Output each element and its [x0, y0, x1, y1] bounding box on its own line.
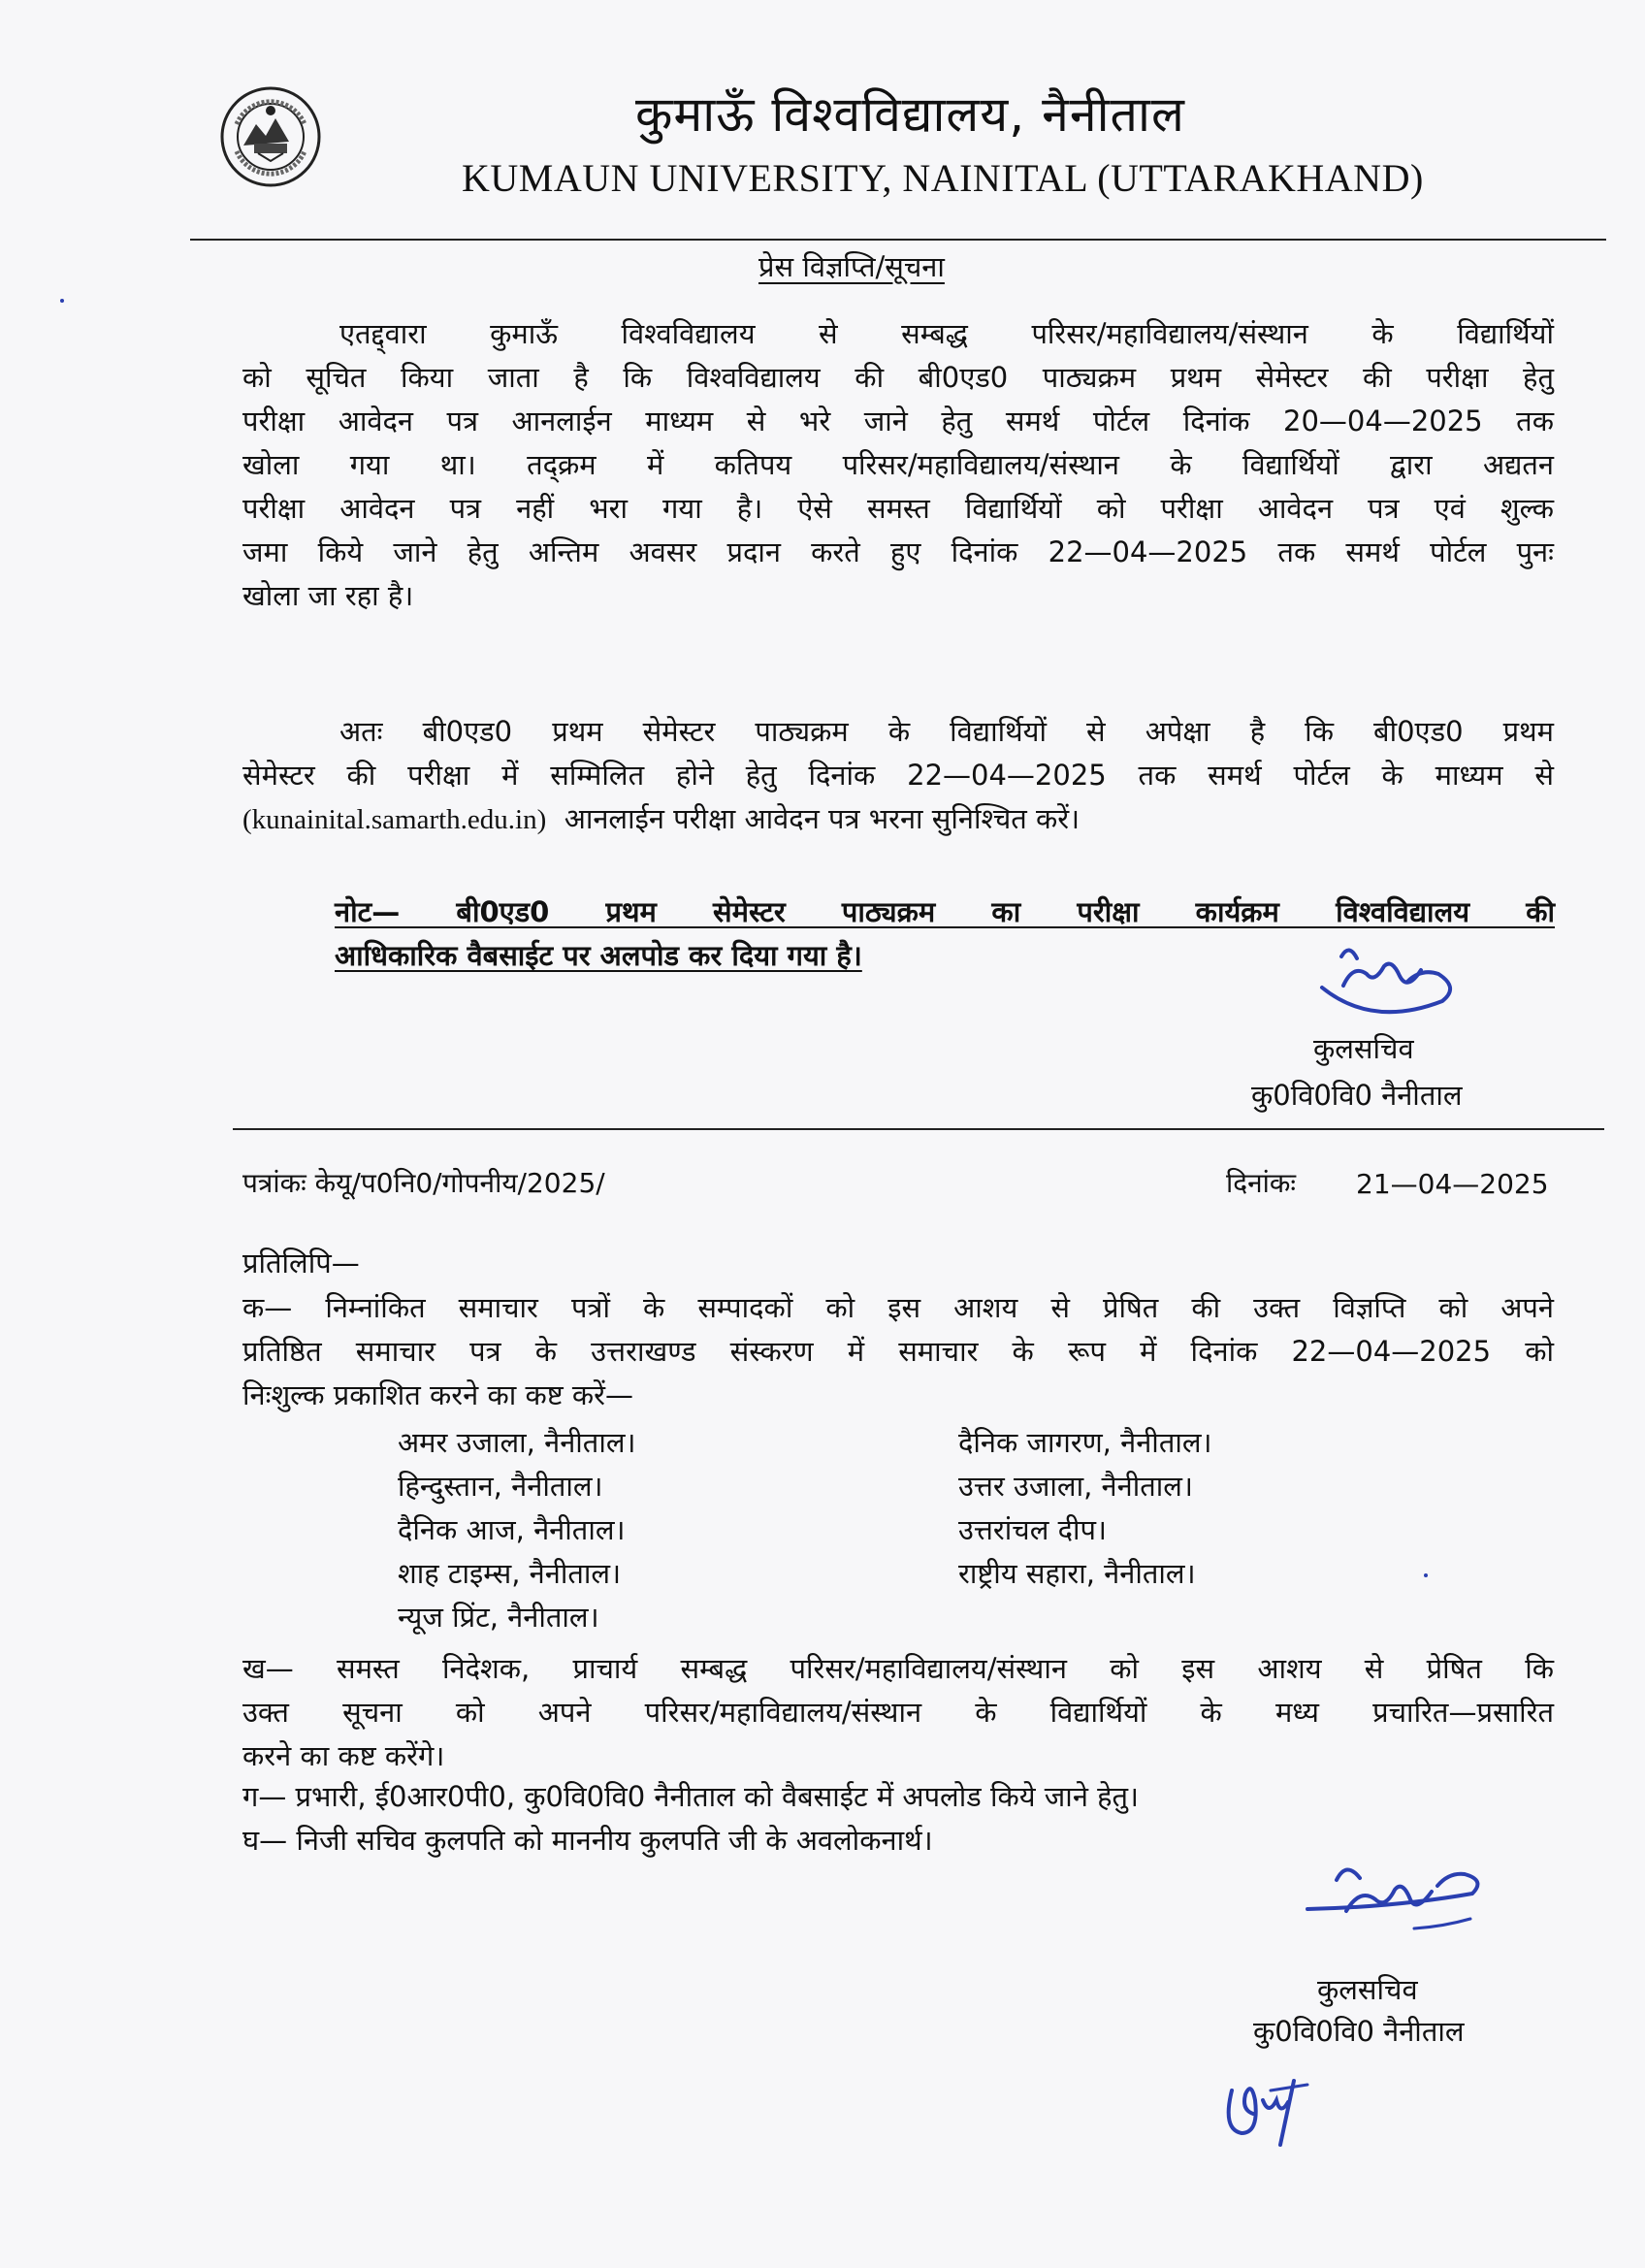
notice-heading: प्रेस विज्ञप्ति/सूचना: [758, 250, 945, 283]
paragraph-line: जमा किये जाने हेतु अन्तिम अवसर प्रदान करते हुए दिनांक 22—04—2025 तक समर्थ पोर्टल पुनः: [242, 535, 1554, 568]
paragraph-line: परीक्षा आवेदन पत्र नहीं भरा गया है। ऐसे समस्त विद्यार्थियों को परीक्षा आवेदन पत्र एवं शुल्क: [242, 492, 1554, 525]
initials-signature: [1212, 2052, 1319, 2149]
newspaper-item: दैनिक जागरण, नैनीताल।: [958, 1426, 1212, 1459]
reference-date: 21—04—2025: [1356, 1168, 1549, 1200]
copy-line: करने का कष्ट करेंगे।: [242, 1739, 445, 1772]
newspaper-item: राष्ट्रीय सहारा, नैनीताल।: [958, 1557, 1196, 1590]
newspaper-item: अमर उजाला, नैनीताल।: [398, 1426, 636, 1459]
paragraph-line: [242, 797, 1554, 842]
copy-line: निःशुल्क प्रकाशित करने का कष्ट करें—: [242, 1378, 634, 1411]
newspaper-item: हिन्दुस्तान, नैनीताल।: [398, 1470, 603, 1503]
copy-item-ga: ग— प्रभारी, ई0आर0पी0, कु0वि0वि0 नैनीताल को वैबसाईट में अपलोड किये जाने हेतु।: [242, 1780, 1140, 1813]
copy-line: उक्त सूचना को अपने परिसर/महाविद्यालय/संस्थान के विद्यार्थियों के मध्य प्रचारित—प्रसारित: [242, 1696, 1554, 1729]
copy-item-ka: [242, 1286, 1554, 1417]
signatory-title: कुलसचिव: [1313, 1032, 1414, 1065]
reference-date-label: दिनांकः: [1226, 1167, 1297, 1199]
notice-paragraph-1: [242, 312, 1554, 618]
newspaper-item: उत्तर उजाला, नैनीताल।: [958, 1470, 1193, 1503]
paragraph-line: खोला जा रहा है।: [242, 579, 414, 612]
paragraph-line: परीक्षा आवेदन पत्र आनलाईन माध्यम से भरे जाने हेतु समर्थ पोर्टल दिनांक 20—04—2025 तक: [242, 405, 1554, 437]
university-title-hindi: कुमाऊँ विश्वविद्यालय, नैनीताल: [635, 86, 1185, 143]
note-line: आधिकारिक वैबसाईट पर अलपोड कर दिया गया है।: [335, 939, 862, 972]
newspaper-item: शाह टाइम्स, नैनीताल।: [398, 1557, 622, 1590]
university-title-english: KUMAUN UNIVERSITY, NAINITAL (UTTARAKHAND): [462, 156, 1424, 200]
copy-item-kha: [242, 1647, 1554, 1778]
paragraph-line: को सूचित किया जाता है कि विश्वविद्यालय की बी0एड0 पाठ्यक्रम प्रथम सेमेस्टर की परीक्षा हेतु: [242, 361, 1554, 394]
signatory-title-2: कुलसचिव: [1317, 1973, 1418, 2006]
portal-url: (kunainital.samarth.edu.in): [242, 804, 547, 835]
paragraph-line: सेमेस्टर की परीक्षा में सम्मिलित होने हेतु दिनांक 22—04—2025 तक समर्थ पोर्टल के माध्यम से: [242, 759, 1554, 792]
newspaper-list-left: [398, 1421, 636, 1639]
reference-number: पत्रांकः केयू/प0नि0/गोपनीय/2025/: [242, 1167, 605, 1199]
note-line: नोट— बी0एड0 प्रथम सेमेस्टर पाठ्यक्रम का परीक्षा कार्यक्रम विश्वविद्यालय की: [335, 895, 1555, 928]
copy-line: क— निम्नांकित समाचार पत्रों के सम्पादकों को इस आशय से प्रेषित की उक्त विज्ञप्ति को अपने: [242, 1291, 1554, 1324]
scan-speck: [60, 299, 64, 303]
section-divider: [233, 1128, 1604, 1130]
newspaper-list-right: [958, 1421, 1212, 1596]
scan-speck: [1424, 1573, 1428, 1577]
paragraph-line: एतद्द्वारा कुमाऊँ विश्वविद्यालय से सम्बद्ध परिसर/महाविद्यालय/संस्थान के विद्यार्थियों: [339, 317, 1554, 350]
signatory-office: कु0वि0वि0 नैनीताल: [1251, 1079, 1463, 1112]
copy-line: ख— समस्त निदेशक, प्राचार्य सम्बद्ध परिसर/महाविद्यालय/संस्थान को इस आशय से प्रेषित कि: [242, 1652, 1554, 1685]
copy-item-gha: घ— निजी सचिव कुलपति को माननीय कुलपति जी के अवलोकनार्थ।: [242, 1824, 933, 1857]
paragraph-line-tail: आनलाईन परीक्षा आवेदन पत्र भरना सुनिश्चित करें।: [564, 802, 1081, 835]
signatory-office-2: कु0वि0वि0 नैनीताल: [1253, 2015, 1465, 2048]
newspaper-item: न्यूज प्रिंट, नैनीताल।: [398, 1601, 599, 1634]
newspaper-item: उत्तरांचल दीप।: [958, 1513, 1107, 1546]
paragraph-line: अतः बी0एड0 प्रथम सेमेस्टर पाठ्यक्रम के विद्यार्थियों से अपेक्षा है कि बी0एड0 प्रथम: [339, 715, 1554, 748]
registrar-signature-2: [1278, 1851, 1492, 1958]
registrar-signature: [1314, 937, 1460, 1034]
header-divider: [190, 239, 1606, 241]
copy-line: प्रतिष्ठित समाचार पत्र के उत्तराखण्ड संस्करण में समाचार के रूप में दिनांक 22—04—2025 को: [242, 1335, 1554, 1368]
copy-to-heading: प्रतिलिपि—: [242, 1247, 360, 1280]
newspaper-item: दैनिक आज, नैनीताल।: [398, 1513, 626, 1546]
university-seal-icon: [219, 85, 322, 188]
paragraph-line: खोला गया था। तद्क्रम में कतिपय परिसर/महाविद्यालय/संस्थान के विद्यार्थियों द्वारा अद्यतन: [242, 448, 1554, 481]
notice-paragraph-2: [242, 710, 1554, 842]
